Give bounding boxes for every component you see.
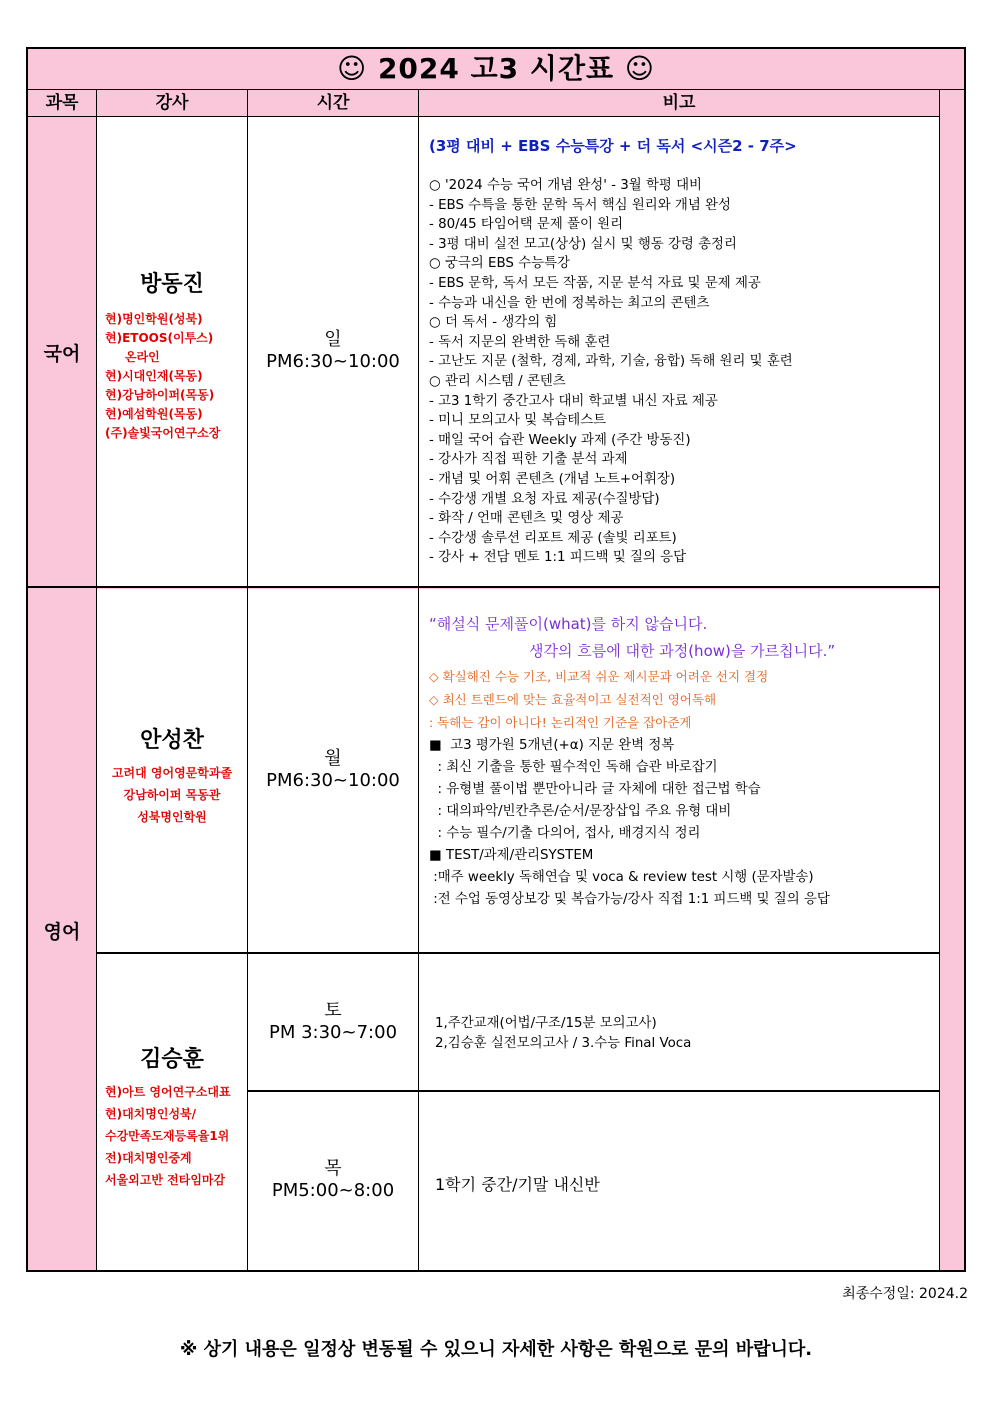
divider [96,90,97,1270]
note-line: ○ 궁극의 EBS 수능특강 [429,256,570,272]
note-line: - 수강생 솔루션 리포트 제공 (솔빛 리포트) [429,530,677,546]
english-teacher1-name: 안성찬 [140,728,204,753]
english-day1: 월 [324,748,342,769]
info-line: 현)명인학원(성북) [105,312,203,326]
note-line: - 미니 모의고사 및 복습테스트 [429,413,607,429]
english-note3-cell [419,1092,939,1270]
info-line: (주)솔빛국어연구소장 [105,426,221,440]
note-line: :전 수업 동영상보강 및 복습가능/강사 직접 1:1 피드백 및 질의 응답 [429,892,830,907]
note-line: - 80/45 타임어택 문제 풀이 원리 [429,217,624,233]
info-line: 성북명인학원 [137,810,207,824]
divider [939,90,940,1270]
note-line: - EBS 수특을 통한 문학 독서 핵심 원리와 개념 완성 [429,197,731,213]
note-line: : 유형별 풀이법 뿐만아니라 글 자체에 대한 접근법 학습 [429,782,761,797]
highlight-line: ◇ 확실해진 수능 기조, 비교적 쉬운 제시문과 어려운 선지 결정 [429,669,769,684]
note-line: - 고난도 지문 (철학, 경제, 과학, 기술, 융합) 독해 원리 및 훈련 [429,354,793,370]
note-line: - 매일 국어 습관 Weekly 과제 (주간 방동진) [429,432,691,448]
english-time1-cell [248,589,418,952]
last-modified-date: 최종수정일: 2024.2 [842,1286,968,1302]
header-subject: 과목 [45,93,79,113]
note-line: - 3평 대비 실전 모고(상상) 실시 및 행동 강령 총정리 [429,236,737,252]
divider [28,586,939,588]
note-line: : 수능 필수/기출 다의어, 접사, 배경지식 정리 [429,826,701,841]
english-day3: 목 [324,1158,342,1179]
note-line: ■ 고3 평가원 5개년(+α) 지문 완벽 정복 [429,738,675,753]
english-time2-cell [248,954,418,1090]
korean-time-cell [248,117,418,586]
highlight-line: ◇ 최신 트렌드에 맞는 효율적이고 실전적인 영어독해 [429,692,717,707]
info-line: 현)아트 영어연구소대표 [105,1085,231,1099]
note-line: 1학기 중간/기말 내신반 [435,1175,600,1194]
english-note2-cell [419,954,939,1090]
divider [418,90,419,1270]
note-line: : 최신 기출을 통한 필수적인 독해 습관 바로잡기 [429,760,718,775]
english-teacher2-cell [97,954,247,1270]
note-line: - 강사 + 전담 멘토 1:1 피드백 및 질의 응답 [429,550,687,566]
english-time2: PM 3:30~7:00 [268,1022,398,1043]
note-line: - 수강생 개별 요청 자료 제공(수질방답) [429,491,660,507]
info-line: 고려대 영어영문학과졸 [111,766,233,780]
timetable-frame [26,47,966,1272]
info-line: 현)시대인재(목동) [105,369,203,383]
note-line: :매주 weekly 독해연습 및 voca & review test 시행 (문자발송) [429,870,814,885]
info-line: 현)ETOOS(이투스) [105,331,214,345]
korean-teacher-name: 방동진 [140,272,204,297]
subject-english: 영어 [43,921,81,943]
english-day2: 토 [324,1000,342,1021]
korean-teacher-cell [97,117,247,586]
korean-time: PM6:30~10:00 [266,351,400,372]
note-line: - 고3 1학기 중간고사 대비 학교별 내신 자료 제공 [429,393,718,409]
note-line: - 화작 / 언매 콘텐츠 및 영상 제공 [429,511,624,527]
quote-line: 생각의 흐름에 대한 과정(how)을 가르칩니다.” [529,642,836,660]
info-line: 현)예섬학원(목동) [105,407,203,421]
info-line: 온라인 [125,350,160,364]
note-line: ■ TEST/과제/관리SYSTEM [429,848,594,863]
quote-line: “해설식 문제풀이(what)를 하지 않습니다. [429,615,708,633]
info-line: 서울외고반 전타임마감 [105,1173,226,1187]
info-line: 현)대치명인성북/ [105,1107,197,1121]
note-line: ○ 더 독서 - 생각의 힘 [429,315,558,331]
korean-teacher-info [105,310,247,443]
info-line: 수강만족도재등록율1위 [105,1129,230,1143]
notice-text: ※ 상기 내용은 일정상 변동될 수 있으니 자세한 사항은 학원으로 문의 바랍니다. [179,1339,813,1360]
english-note1-cell [419,589,939,952]
divider [247,90,248,1270]
note-line: - 독서 지문의 완벽한 독해 훈련 [429,334,611,350]
note-line: 1,주간교재(어법/구조/15분 모의고사) [435,1016,657,1031]
note-line: ○ '2024 수능 국어 개념 완성' - 3월 학평 대비 [429,178,702,193]
english-teacher1-cell [97,589,247,952]
english-time1: PM6:30~10:00 [266,770,400,791]
page-title: ☺ 2024 고3 시간표 ☺ [337,52,655,85]
korean-note-cell [419,117,939,586]
info-line: 전)대치명인중계 [105,1151,192,1165]
english-teacher1-info [97,762,247,828]
note-line: ○ 관리 시스템 / 콘텐츠 [429,373,566,389]
note-line: - 수능과 내신을 한 번에 정복하는 최고의 콘텐츠 [429,295,710,311]
header-teacher: 강사 [155,93,189,113]
english-time3: PM5:00~8:00 [271,1180,395,1201]
korean-note-head: (3평 대비 + EBS 수능특강 + 더 독서 <시즌2 - 7주> [429,137,797,155]
info-line: 현)강남하이퍼(목동) [105,388,215,402]
highlight-line: : 독해는 감이 아니다! 논리적인 기준을 잡아준게 [429,715,692,730]
note-line: : 대의파악/빈칸추론/순서/문장삽입 주요 유형 대비 [429,804,732,819]
korean-day: 일 [324,329,342,350]
header-note: 비고 [662,93,696,113]
note-line: - 개념 및 어휘 콘텐츠 (개념 노트+어휘장) [429,471,676,487]
english-teacher2-info [105,1081,247,1191]
header-time: 시간 [316,93,350,113]
note-line: 2,김승훈 실전모의고사 / 3.수능 Final Voca [435,1035,692,1051]
note-line: - EBS 문학, 독서 모든 작품, 지문 분석 자료 및 문제 제공 [429,275,761,291]
english-note-lines [429,735,939,911]
info-line: 강남하이퍼 목동관 [123,788,221,802]
english-time3-cell [248,1092,418,1270]
english-teacher2-name: 김승훈 [140,1047,204,1072]
note-line: - 강사가 직접 픽한 기출 분석 과제 [429,452,628,468]
subject-korean: 국어 [43,343,81,365]
korean-note-lines [429,176,939,568]
